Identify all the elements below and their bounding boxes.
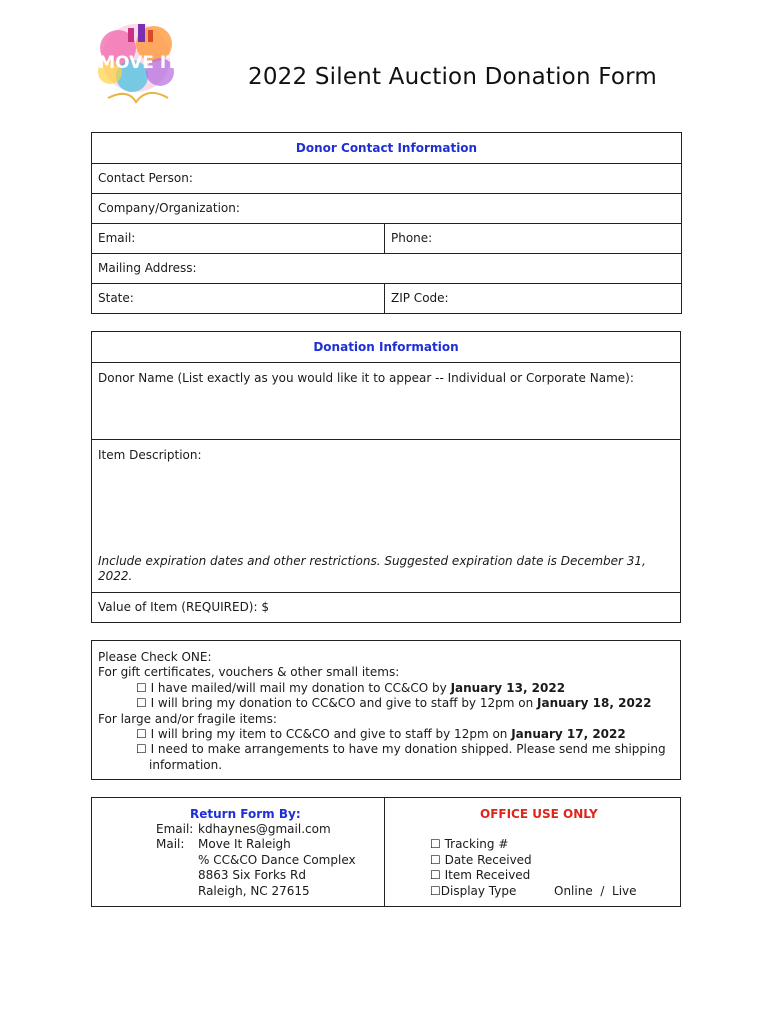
page-title: 2022 Silent Auction Donation Form [248, 64, 657, 90]
display-type-checkbox[interactable]: ☐Display Type [430, 884, 517, 898]
item-description-label: Item Description: [98, 448, 202, 462]
move-it-logo [88, 18, 188, 108]
item-value-field[interactable]: Value of Item (REQUIRED): $ [92, 593, 681, 623]
option-ship-continuation: information. [149, 757, 223, 772]
contact-heading: Donor Contact Information [92, 133, 682, 164]
item-description-field[interactable] [92, 440, 681, 593]
date-received-checkbox[interactable]: ☐ Date Received [430, 853, 532, 867]
company-field[interactable]: Company/Organization: [92, 194, 682, 224]
expiration-note: Include expiration dates and other restrictions. Suggested expiration date is December 31, 2022. [98, 554, 646, 583]
donor-name-field[interactable]: Donor Name (List exactly as you would like it to appear -- Individual or Corporate Name): [92, 363, 681, 440]
return-email[interactable]: kdhaynes@gmail.com [198, 822, 331, 836]
tracking-checkbox[interactable]: ☐ Tracking # [430, 837, 509, 851]
return-office-box [91, 797, 681, 907]
option-bring-donation[interactable]: ☐ I will bring my donation to CC&CO and give to staff by 12pm on January 18, 2022 [136, 696, 652, 711]
state-field[interactable]: State: [92, 284, 385, 314]
check-one-box [91, 640, 681, 780]
donation-heading: Donation Information [92, 332, 681, 363]
mailing-address-field[interactable]: Mailing Address: [92, 254, 682, 284]
option-bring-item[interactable]: ☐ I will bring my item to CC&CO and give to staff by 12pm on January 17, 2022 [136, 727, 626, 742]
return-heading: Return Form By: [190, 807, 301, 821]
display-options: Online / Live [554, 884, 637, 898]
return-address-line3: 8863 Six Forks Rd [198, 868, 306, 882]
return-mail-label: Mail: [156, 837, 185, 851]
donor-contact-table [91, 132, 682, 314]
column-divider [384, 798, 385, 906]
return-address-line2: % CC&CO Dance Complex [198, 853, 356, 867]
return-address-line1: Move It Raleigh [198, 837, 291, 851]
check-one-heading: Please Check ONE: [98, 650, 212, 664]
email-field[interactable]: Email: [92, 224, 385, 254]
item-received-checkbox[interactable]: ☐ Item Received [430, 868, 531, 882]
option-ship-donation[interactable]: ☐ I need to make arrangements to have my donation shipped. Please send me shipping [136, 742, 666, 757]
large-items-label: For large and/or fragile items: [98, 711, 277, 726]
option-mail-donation[interactable]: ☐ I have mailed/will mail my donation to CC&CO by January 13, 2022 [136, 680, 566, 695]
donation-info-table [91, 331, 681, 623]
phone-field[interactable]: Phone: [385, 224, 682, 254]
office-use-heading: OFFICE USE ONLY [480, 807, 598, 821]
contact-person-field[interactable]: Contact Person: [92, 164, 682, 194]
small-items-label: For gift certificates, vouchers & other small items: [98, 665, 400, 680]
svg-text:MOVE IT: MOVE IT [98, 53, 178, 73]
return-email-label: Email: [156, 822, 194, 836]
zip-field[interactable]: ZIP Code: [385, 284, 682, 314]
return-address-line4: Raleigh, NC 27615 [198, 884, 310, 898]
